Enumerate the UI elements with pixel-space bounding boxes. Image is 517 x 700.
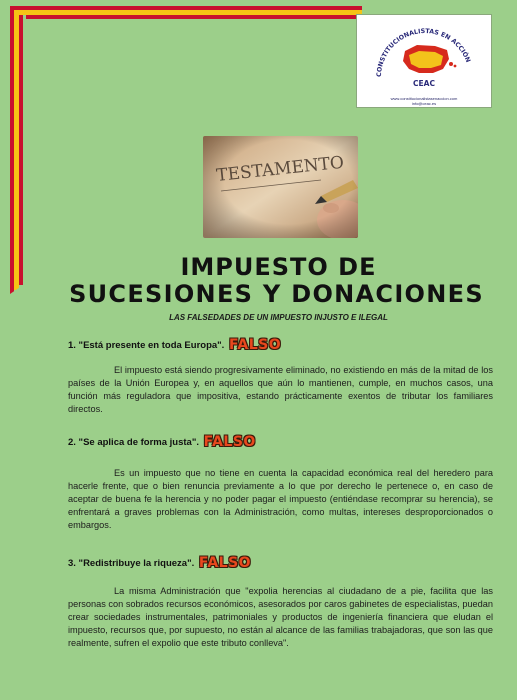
section-1-verdict: FALSO <box>228 337 282 353</box>
section-1-heading <box>68 337 281 353</box>
section-3-heading-text: 3. "Redistribuye la riqueza". <box>68 558 195 569</box>
section-2-heading <box>68 434 256 450</box>
subtitle: LAS FALSEDADES DE UN IMPUESTO INJUSTO E ILEGAL <box>169 313 388 322</box>
ceac-logo <box>356 14 492 108</box>
section-1-body: El impuesto está siendo progresivamente eliminado, no existiendo en más de la mitad de los países de la Unión Europea y, en aquellos que aún lo mantienen, cumple, en muchos casos, una función más reguladora que impositiva, estando prácticamente exentos de tributar los familiares directos. <box>68 365 493 414</box>
testament-photo <box>203 136 358 238</box>
section-2-heading-text: 2. "Se aplica de forma justa". <box>68 437 199 448</box>
section-3-verdict: FALSO <box>198 555 252 571</box>
section-2-verdict: FALSO <box>203 434 256 450</box>
section-3-body: La misma Administración que "expolia herencias al ciudadano de a pie, facilita que las personas con sobrados recursos económicos, asesorados por caros gabinetes de especialistas, puedan crear sociedades instrumentales, patrimoniales y productos de ingeniería financiera que eludan el impuesto, recursos que, por supuesto, no están al alcance de las familias trabajadoras, que son las que realmente, sufren el expolio que este tributo conlleva". <box>68 586 493 648</box>
logo-contact <box>357 96 491 106</box>
logo-email: info@ceac.es <box>411 101 437 106</box>
main-title-line2: SUCESIONES Y DONACIONES <box>69 280 484 308</box>
logo-arc-text: CONSTITUCIONALISTAS EN ACCIÓN <box>375 27 472 78</box>
logo-website: www.constitucionalistasenaccion.com <box>390 96 458 101</box>
section-1-heading-text: 1. "Está presente en toda Europa". <box>68 340 225 351</box>
main-title-line1: IMPUESTO DE <box>180 253 377 281</box>
logo-graphic <box>357 15 491 107</box>
logo-acronym: CEAC <box>413 79 435 88</box>
section-2-body: Es un impuesto que no tiene en cuenta la capacidad económica real del heredero para hacerle frente, que o bien renuncia previamente a lo que por derecho le pertenece o, en caso de aceptar de buena fe la herencia y no poder pagar el impuesto (entiéndase recomprar su herencia), se enfrentará a graves problemas con la Administración, como multas, intereses desproporcionados o embargos. <box>68 468 493 530</box>
section-3-heading <box>68 555 251 571</box>
